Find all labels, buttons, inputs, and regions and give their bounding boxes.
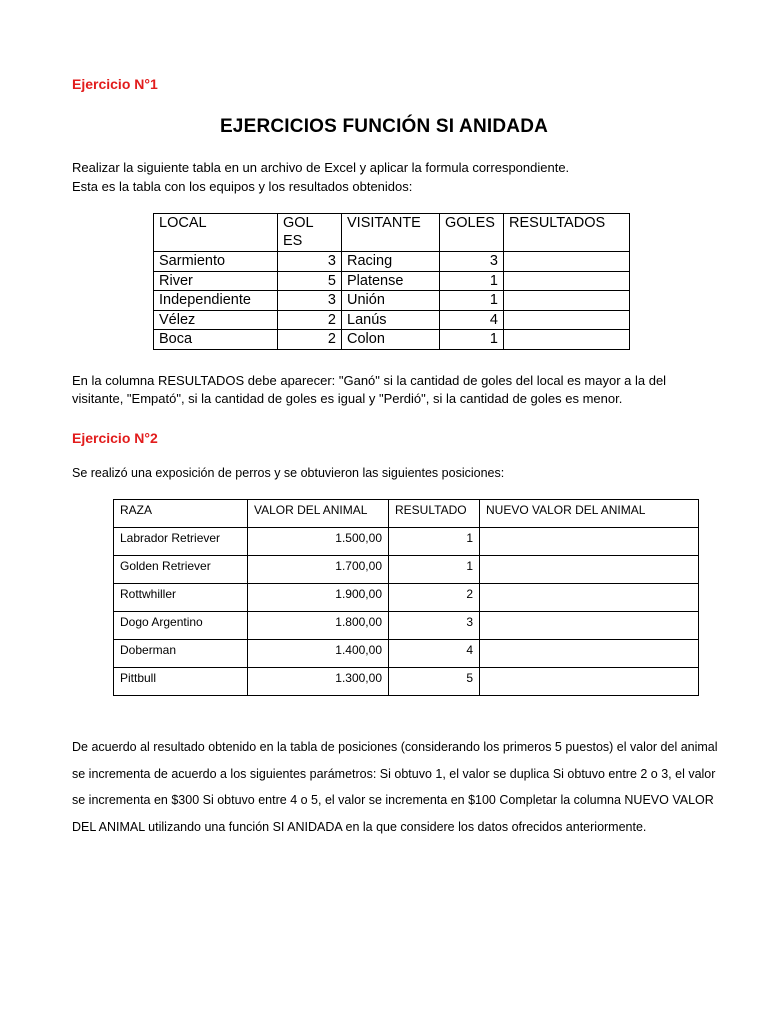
table-cell: Vélez — [154, 310, 278, 330]
table-cell: 3 — [278, 291, 342, 311]
table-cell: Independiente — [154, 291, 278, 311]
header-nuevo-valor: NUEVO VALOR DEL ANIMAL — [480, 500, 699, 528]
header-visitante: VISITANTE — [342, 214, 440, 252]
table-cell: 4 — [440, 310, 504, 330]
table-row — [154, 271, 630, 291]
table-cell: 3 — [440, 252, 504, 272]
table-cell: Doberman — [114, 640, 248, 668]
table-cell: Golden Retriever — [114, 556, 248, 584]
table-cell: 3 — [389, 612, 480, 640]
table-row — [114, 556, 699, 584]
table-cell: Rottwhiller — [114, 584, 248, 612]
table-row — [114, 668, 699, 696]
table-cell — [480, 668, 699, 696]
table-cell — [504, 291, 630, 311]
header-resultados: RESULTADOS — [504, 214, 630, 252]
table-row — [154, 252, 630, 272]
ex1-intro-line2: Esta es la tabla con los equipos y los resultados obtenidos: — [72, 179, 413, 194]
football-results-table — [153, 213, 630, 350]
table-cell: 1 — [440, 271, 504, 291]
header-goles-local — [278, 214, 342, 252]
table-cell — [480, 528, 699, 556]
table-cell — [504, 271, 630, 291]
ex1-intro-line1: Realizar la siguiente tabla en un archivo de Excel y aplicar la formula correspondiente. — [72, 160, 570, 175]
table-header-row — [154, 214, 630, 252]
table-cell: 5 — [389, 668, 480, 696]
table-cell: 1.700,00 — [248, 556, 389, 584]
table-cell: 3 — [278, 252, 342, 272]
header-valor-animal: VALOR DEL ANIMAL — [248, 500, 389, 528]
table-cell: 2 — [278, 310, 342, 330]
dog-show-table — [113, 499, 699, 696]
header-resultado: RESULTADO — [389, 500, 480, 528]
table-cell: 1.500,00 — [248, 528, 389, 556]
table-cell: 1.400,00 — [248, 640, 389, 668]
table-cell: 1 — [389, 556, 480, 584]
table-row — [114, 612, 699, 640]
table-cell — [504, 330, 630, 350]
header-raza: RAZA — [114, 500, 248, 528]
table-cell: Labrador Retriever — [114, 528, 248, 556]
table-cell — [480, 612, 699, 640]
table-cell: Unión — [342, 291, 440, 311]
table-header-row — [114, 500, 699, 528]
ejercicio-1-heading: Ejercicio N°1 — [72, 76, 158, 92]
table-cell: 1.800,00 — [248, 612, 389, 640]
table-cell: 1 — [440, 330, 504, 350]
table-row — [114, 640, 699, 668]
table-cell: 1 — [440, 291, 504, 311]
table-cell: Platense — [342, 271, 440, 291]
table-row — [154, 330, 630, 350]
table-cell: 1.300,00 — [248, 668, 389, 696]
ex2-instruction: De acuerdo al resultado obtenido en la tabla de posiciones (considerando los primeros 5 puestos) el valor del animal se incrementa de acuerdo a los siguientes parámetros: Si obtuvo 1, el valor se duplica Si obtuvo entre 2 o 3, el valor se incrementa en $300 Si obtuvo entre 4 o 5, el valor se incrementa en $100 Completar la columna NUEVO VALOR DEL ANIMAL utilizando una función SI ANIDADA en la que considere los datos ofrecidos anteriormente. — [72, 740, 718, 834]
table-cell: Pittbull — [114, 668, 248, 696]
table-cell: 2 — [389, 584, 480, 612]
table-cell: 2 — [278, 330, 342, 350]
table-cell — [504, 310, 630, 330]
table-cell: Boca — [154, 330, 278, 350]
header-goles-local-text: GOLES — [283, 215, 314, 249]
table-row — [114, 584, 699, 612]
page-title: EJERCICIOS FUNCIÓN SI ANIDADA — [219, 116, 549, 137]
table-cell — [480, 556, 699, 584]
table-cell: Lanús — [342, 310, 440, 330]
header-goles-visitante: GOLES — [440, 214, 504, 252]
table-cell: 5 — [278, 271, 342, 291]
ejercicio-2-heading: Ejercicio N°2 — [72, 430, 158, 446]
ex1-instruction: En la columna RESULTADOS debe aparecer: "Ganó" si la cantidad de goles del local es mayor a la del visitante, "Empató", si la cantidad de goles es igual y "Perdió", si la cantidad de goles es menor. — [72, 373, 667, 406]
table-cell — [480, 584, 699, 612]
table-row — [114, 528, 699, 556]
table-cell — [504, 252, 630, 272]
table-cell: Sarmiento — [154, 252, 278, 272]
table-cell: 4 — [389, 640, 480, 668]
table-cell: 1 — [389, 528, 480, 556]
table-cell: Colon — [342, 330, 440, 350]
table-cell: 1.900,00 — [248, 584, 389, 612]
table-cell: Dogo Argentino — [114, 612, 248, 640]
header-local: LOCAL — [154, 214, 278, 252]
table-cell: Racing — [342, 252, 440, 272]
ex2-intro: Se realizó una exposición de perros y se obtuvieron las siguientes posiciones: — [72, 466, 505, 480]
table-cell — [480, 640, 699, 668]
table-cell: River — [154, 271, 278, 291]
table-row — [154, 310, 630, 330]
table-row — [154, 291, 630, 311]
